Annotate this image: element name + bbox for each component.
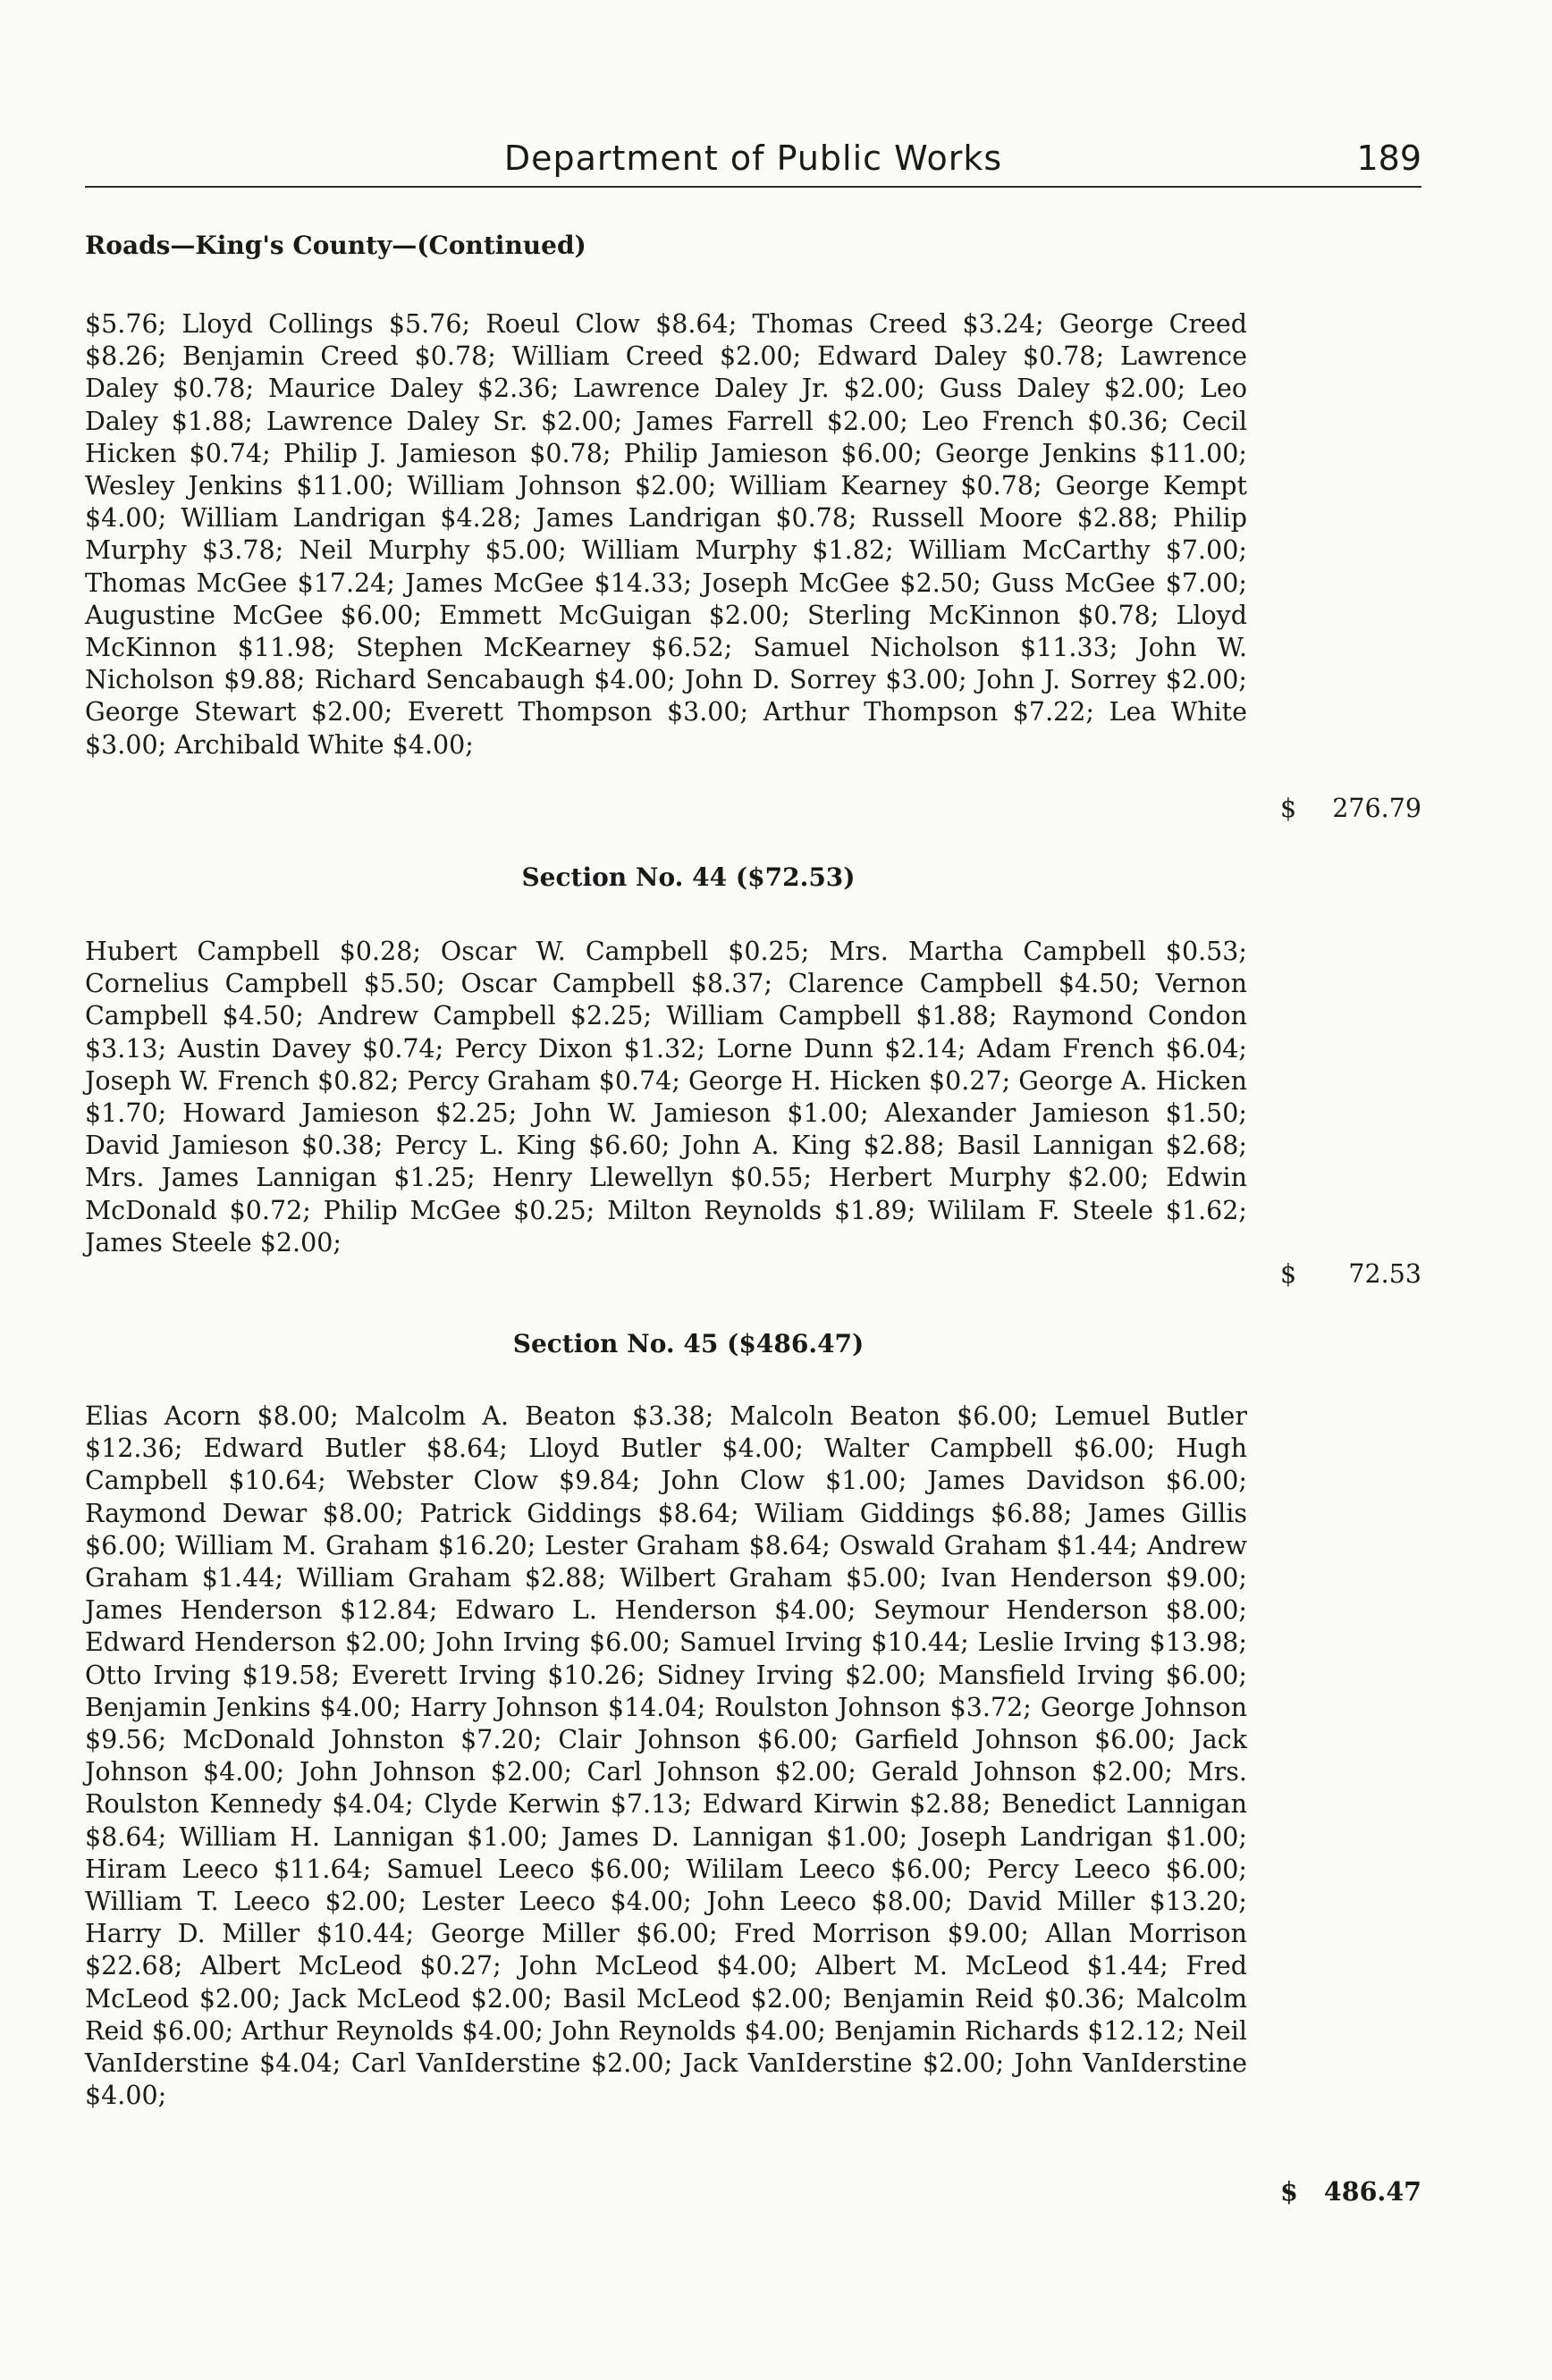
total-amount: 486.47 bbox=[1323, 2176, 1421, 2207]
total-amount: 72.53 bbox=[1348, 1259, 1421, 1289]
contributors-paragraph: Hubert Campbell $0.28; Oscar W. Campbell $0.25; Mrs. Martha Campbell $0.53; Cornelius Campbell $5.50; Oscar Campbell $8.37; Clarence Campbell $4.50; Vernon Campbell $4.50; Andrew Campbell $2.25; William Campbell $1.88; Raymond Condon $3.13; Austin Davey $0.74; Percy Dixon $1.32; Lorne Dunn $2.14; Adam French $6.04; Joseph W. French $0.82; Percy Graham $0.74; George H. Hicken $0.27; George A. Hicken $1.70; Howard Jamieson $2.25; John W. Jamieson $1.00; Alexander Jamieson $1.50; David Jamieson $0.38; Percy L. King $6.60; John A. King $2.88; Basil Lannigan $2.68; Mrs. James Lannigan $1.25; Henry Llewellyn $0.55; Herbert Murphy $2.00; Edwin McDonald $0.72; Philip McGee $0.25; Milton Reynolds $1.89; Wililam F. Steele $1.62; James Steele $2.00; bbox=[85, 937, 1247, 1257]
running-head: Roads—King's County—(Continued) bbox=[85, 231, 586, 260]
section-heading: Section No. 44 ($72.53) bbox=[521, 862, 856, 892]
page-header bbox=[85, 134, 1421, 188]
total-currency-sign: $ bbox=[1280, 2176, 1298, 2207]
page-number: 189 bbox=[1356, 139, 1421, 178]
total-currency-sign: $ bbox=[1280, 794, 1297, 823]
contributors-paragraph: $5.76; Lloyd Collings $5.76; Roeul Clow $8.64; Thomas Creed $3.24; George Creed $8.26; Benjamin Creed $0.78; William Creed $2.00; Edward Daley $0.78; Lawrence Daley $0.78; Maurice Daley $2.36; Lawrence Daley Jr. $2.00; Guss Daley $2.00; Leo Daley $1.88; Lawrence Daley Sr. $2.00; James Farrell $2.00; Leo French $0.36; Cecil Hicken $0.74; Philip J. Jamieson $0.78; Philip Jamieson $6.00; George Jenkins $11.00; Wesley Jenkins $11.00; William Johnson $2.00; William Kearney $0.78; George Kempt $4.00; William Landrigan $4.28; James Landrigan $0.78; Russell Moore $2.88; Philip Murphy $3.78; Neil Murphy $5.00; William Murphy $1.82; William McCarthy $7.00; Thomas McGee $17.24; James McGee $14.33; Joseph McGee $2.50; Guss McGee $7.00; Augustine McGee $6.00; Emmett McGuigan $2.00; Sterling McKinnon $0.78; Lloyd McKinnon $11.98; Stephen McKearney $6.52; Samuel Nicholson $11.33; John W. Nicholson $9.88; Richard Sencabaugh $4.00; John D. Sorrey $3.00; John J. Sorrey $2.00; George Stewart $2.00; Everett Thompson $3.00; Arthur Thompson $7.22; Lea White $3.00; Archibald White $4.00; bbox=[85, 309, 1247, 760]
total-currency-sign: $ bbox=[1280, 1259, 1297, 1289]
total-amount: 276.79 bbox=[1332, 794, 1421, 823]
contributors-paragraph: Elias Acorn $8.00; Malcolm A. Beaton $3.38; Malcoln Beaton $6.00; Lemuel Butler $12.36; Edward Butler $8.64; Lloyd Butler $4.00; Walter Campbell $6.00; Hugh Campbell $10.64; Webster Clow $9.84; John Clow $1.00; James Davidson $6.00; Raymond Dewar $8.00; Patrick Giddings $8.64; Wiliam Giddings $6.88; James Gillis $6.00; William M. Graham $16.20; Lester Graham $8.64; Oswald Graham $1.44; Andrew Graham $1.44; William Graham $2.88; Wilbert Graham $5.00; Ivan Henderson $9.00; James Henderson $12.84; Edwaro L. Henderson $4.00; Seymour Henderson $8.00; Edward Henderson $2.00; John Irving $6.00; Samuel Irving $10.44; Leslie Irving $13.98; Otto Irving $19.58; Everett Irving $10.26; Sidney Irving $2.00; Mansfield Irving $6.00; Benjamin Jenkins $4.00; Harry Johnson $14.04; Roulston Johnson $3.72; George Johnson $9.56; McDonald Johnston $7.20; Clair Johnson $6.00; Garfield Johnson $6.00; Jack Johnson $4.00; John Johnson $2.00; Carl Johnson $2.00; Gerald Johnson $2.00; Mrs. Roulston Kennedy $4.04; Clyde Kerwin $7.13; Edward Kirwin $2.88; Benedict Lannigan $8.64; William H. Lannigan $1.00; James D. Lannigan $1.00; Joseph Landrigan $1.00; Hiram Leeco $11.64; Samuel Leeco $6.00; Wililam Leeco $6.00; Percy Leeco $6.00; William T. Leeco $2.00; Lester Leeco $4.00; John Leeco $8.00; David Miller $13.20; Harry D. Miller $10.44; George Miller $6.00; Fred Morrison $9.00; Allan Morrison $22.68; Albert McLeod $0.27; John McLeod $4.00; Albert M. McLeod $1.44; Fred McLeod $2.00; Jack McLeod $2.00; Basil McLeod $2.00; Benjamin Reid $0.36; Malcolm Reid $6.00; Arthur Reynolds $4.00; John Reynolds $4.00; Benjamin Richards $12.12; Neil VanIderstine $4.04; Carl VanIderstine $2.00; Jack VanIderstine $2.00; John VanIderstine $4.00; bbox=[85, 1401, 1247, 2111]
page-title: Department of Public Works bbox=[503, 139, 1003, 178]
section-heading: Section No. 45 ($486.47) bbox=[512, 1329, 865, 1358]
